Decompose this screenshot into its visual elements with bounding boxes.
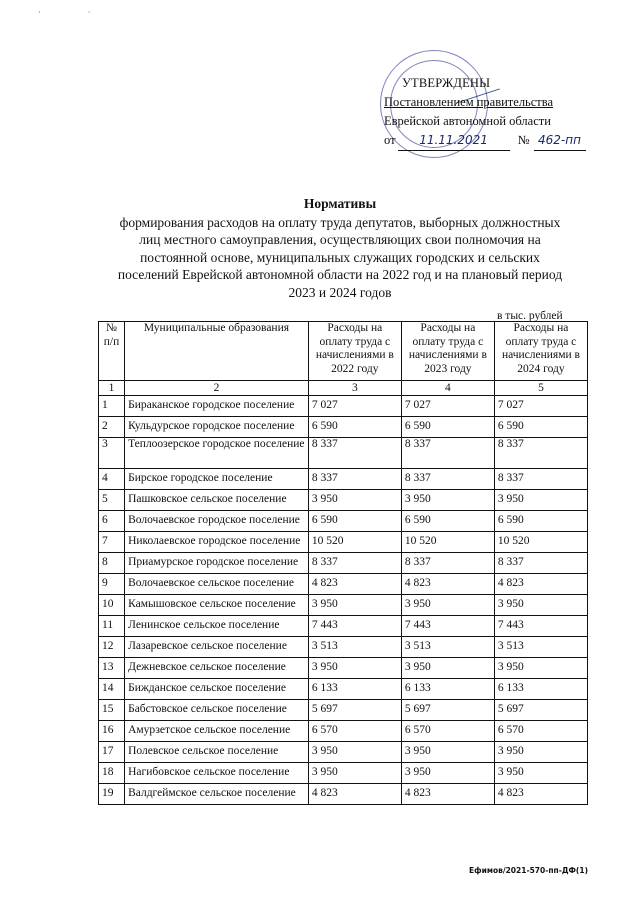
expense-2024: 5 697 <box>494 700 587 721</box>
col-header-2022: Расходы на оплату труда с начислениями в 2022 году <box>308 322 401 381</box>
table-row <box>99 417 588 438</box>
expense-2024: 8 337 <box>494 553 587 574</box>
row-number: 11 <box>99 616 125 637</box>
column-index: 5 <box>494 381 587 396</box>
table-row <box>99 595 588 616</box>
expense-2023: 6 570 <box>401 721 494 742</box>
column-index-row <box>99 381 588 396</box>
table-row <box>99 574 588 595</box>
row-number: 1 <box>99 396 125 417</box>
expense-2024: 3 950 <box>494 658 587 679</box>
expense-2022: 3 513 <box>308 637 401 658</box>
row-number: 12 <box>99 637 125 658</box>
expense-2022: 3 950 <box>308 763 401 784</box>
expense-2023: 7 027 <box>401 396 494 417</box>
row-number: 13 <box>99 658 125 679</box>
row-number: 15 <box>99 700 125 721</box>
document-title <box>80 195 600 301</box>
column-index: 4 <box>401 381 494 396</box>
scan-specks: · · <box>38 8 113 18</box>
municipality-name: Полевское сельское поселение <box>125 742 309 763</box>
table-row <box>99 490 588 511</box>
municipality-name: Амурзетское сельское поселение <box>125 721 309 742</box>
expense-2024: 4 823 <box>494 574 587 595</box>
approval-number: 462-пп <box>534 131 586 151</box>
expense-2024: 4 823 <box>494 784 587 805</box>
column-index: 3 <box>308 381 401 396</box>
table-row <box>99 721 588 742</box>
title-heading: Нормативы <box>303 196 377 211</box>
row-number: 19 <box>99 784 125 805</box>
table-row <box>99 469 588 490</box>
municipality-name: Кульдурское городское поселение <box>125 417 309 438</box>
row-number: 8 <box>99 553 125 574</box>
expense-2024: 6 570 <box>494 721 587 742</box>
region-label: Еврейской автономной области <box>384 114 551 128</box>
expense-2023: 8 337 <box>401 553 494 574</box>
title-line: лиц местного самоуправления, осуществляющих свои полномочия на <box>139 232 541 247</box>
table-row <box>99 438 588 469</box>
expense-2023: 4 823 <box>401 784 494 805</box>
table-row <box>99 396 588 417</box>
expense-2022: 3 950 <box>308 595 401 616</box>
row-number: 6 <box>99 511 125 532</box>
municipality-name: Волочаевское сельское поселение <box>125 574 309 595</box>
expense-2022: 8 337 <box>308 438 401 469</box>
table-body <box>99 381 588 805</box>
table-row <box>99 511 588 532</box>
table-row <box>99 637 588 658</box>
expense-2023: 3 950 <box>401 490 494 511</box>
approval-block <box>384 74 614 151</box>
approval-date: 11.11.2021 <box>398 131 510 151</box>
expense-2022: 8 337 <box>308 469 401 490</box>
municipality-name: Дежневское сельское поселение <box>125 658 309 679</box>
municipality-name: Приамурское городское поселение <box>125 553 309 574</box>
column-index: 1 <box>99 381 125 396</box>
expense-2024: 3 950 <box>494 742 587 763</box>
units-label: в тыс. рублей <box>497 310 563 322</box>
municipality-name: Николаевское городское поселение <box>125 532 309 553</box>
expense-2024: 7 027 <box>494 396 587 417</box>
municipality-name: Волочаевское городское поселение <box>125 511 309 532</box>
expense-2022: 6 133 <box>308 679 401 700</box>
municipality-name: Бираканское городское поселение <box>125 396 309 417</box>
col-header-2023: Расходы на оплату труда с начислениями в 2023 году <box>401 322 494 381</box>
expense-2022: 3 950 <box>308 658 401 679</box>
expense-2023: 6 590 <box>401 417 494 438</box>
title-line: поселений Еврейской автономной области на 2022 год и на плановый период <box>117 267 563 282</box>
table-row <box>99 658 588 679</box>
municipality-name: Нагибовское сельское поселение <box>125 763 309 784</box>
table-row <box>99 742 588 763</box>
municipality-name: Пашковское сельское поселение <box>125 490 309 511</box>
expense-2023: 5 697 <box>401 700 494 721</box>
row-number: 9 <box>99 574 125 595</box>
expense-2022: 7 443 <box>308 616 401 637</box>
expense-2023: 7 443 <box>401 616 494 637</box>
expense-2024: 8 337 <box>494 438 587 469</box>
table-row <box>99 616 588 637</box>
expense-2024: 3 950 <box>494 763 587 784</box>
date-number-row <box>384 131 614 151</box>
expense-2022: 6 590 <box>308 417 401 438</box>
expense-2023: 3 950 <box>401 742 494 763</box>
expense-2022: 6 590 <box>308 511 401 532</box>
expense-2022: 8 337 <box>308 553 401 574</box>
expense-2022: 3 950 <box>308 742 401 763</box>
expense-2023: 4 823 <box>401 574 494 595</box>
row-number: 10 <box>99 595 125 616</box>
row-number: 2 <box>99 417 125 438</box>
col-header-municipality: Муниципальные образования <box>125 322 309 381</box>
row-number: 3 <box>99 438 125 469</box>
norms-table <box>98 321 588 805</box>
table-row <box>99 784 588 805</box>
document-footer-code: Ефимов/2021-570-пп-ДФ(1) <box>469 866 589 875</box>
col-header-number: № п/п <box>99 322 125 381</box>
title-line: 2023 и 2024 годов <box>288 284 392 300</box>
municipality-name: Бижданское сельское поселение <box>125 679 309 700</box>
row-number: 17 <box>99 742 125 763</box>
municipality-name: Камышовское сельское поселение <box>125 595 309 616</box>
number-label: № <box>517 133 530 147</box>
expense-2022: 6 570 <box>308 721 401 742</box>
expense-2024: 6 590 <box>494 417 587 438</box>
expense-2023: 8 337 <box>401 469 494 490</box>
table-row <box>99 532 588 553</box>
municipality-name: Ленинское сельское поселение <box>125 616 309 637</box>
expense-2024: 10 520 <box>494 532 587 553</box>
title-line: формирования расходов на оплату труда депутатов, выборных должностных <box>119 214 561 230</box>
expense-2024: 8 337 <box>494 469 587 490</box>
expense-2022: 5 697 <box>308 700 401 721</box>
decree-label: Постановлением правительства <box>384 95 554 109</box>
expense-2024: 7 443 <box>494 616 587 637</box>
row-number: 18 <box>99 763 125 784</box>
expense-2024: 6 133 <box>494 679 587 700</box>
table-row <box>99 763 588 784</box>
row-number: 14 <box>99 679 125 700</box>
table-row <box>99 553 588 574</box>
expense-2023: 8 337 <box>401 438 494 469</box>
municipality-name: Бабстовское сельское поселение <box>125 700 309 721</box>
expense-2023: 10 520 <box>401 532 494 553</box>
table-header-row <box>99 322 588 381</box>
row-number: 7 <box>99 532 125 553</box>
expense-2024: 6 590 <box>494 511 587 532</box>
expense-2023: 3 950 <box>401 763 494 784</box>
expense-2024: 3 950 <box>494 490 587 511</box>
municipality-name: Бирское городское поселение <box>125 469 309 490</box>
row-number: 16 <box>99 721 125 742</box>
expense-2023: 3 950 <box>401 658 494 679</box>
expense-2024: 3 513 <box>494 637 587 658</box>
expense-2023: 6 133 <box>401 679 494 700</box>
expense-2023: 3 950 <box>401 595 494 616</box>
expense-2022: 4 823 <box>308 574 401 595</box>
municipality-name: Теплоозерское городское поселение <box>125 438 309 469</box>
expense-2023: 6 590 <box>401 511 494 532</box>
column-index: 2 <box>125 381 309 396</box>
expense-2023: 3 513 <box>401 637 494 658</box>
expense-2022: 4 823 <box>308 784 401 805</box>
table-row <box>99 700 588 721</box>
title-line: постоянной основе, муниципальных служащих городских и сельских <box>140 249 540 265</box>
municipality-name: Лазаревское сельское поселение <box>125 637 309 658</box>
table-row <box>99 679 588 700</box>
expense-2022: 10 520 <box>308 532 401 553</box>
row-number: 4 <box>99 469 125 490</box>
expense-2022: 3 950 <box>308 490 401 511</box>
municipality-name: Валдгеймское сельское поселение <box>125 784 309 805</box>
col-header-2024: Расходы на оплату труда с начислениями в 2024 году <box>494 322 587 381</box>
expense-2022: 7 027 <box>308 396 401 417</box>
approved-label: УТВЕРЖДЕНЫ <box>402 76 491 90</box>
from-label: от <box>384 133 396 147</box>
expense-2024: 3 950 <box>494 595 587 616</box>
row-number: 5 <box>99 490 125 511</box>
